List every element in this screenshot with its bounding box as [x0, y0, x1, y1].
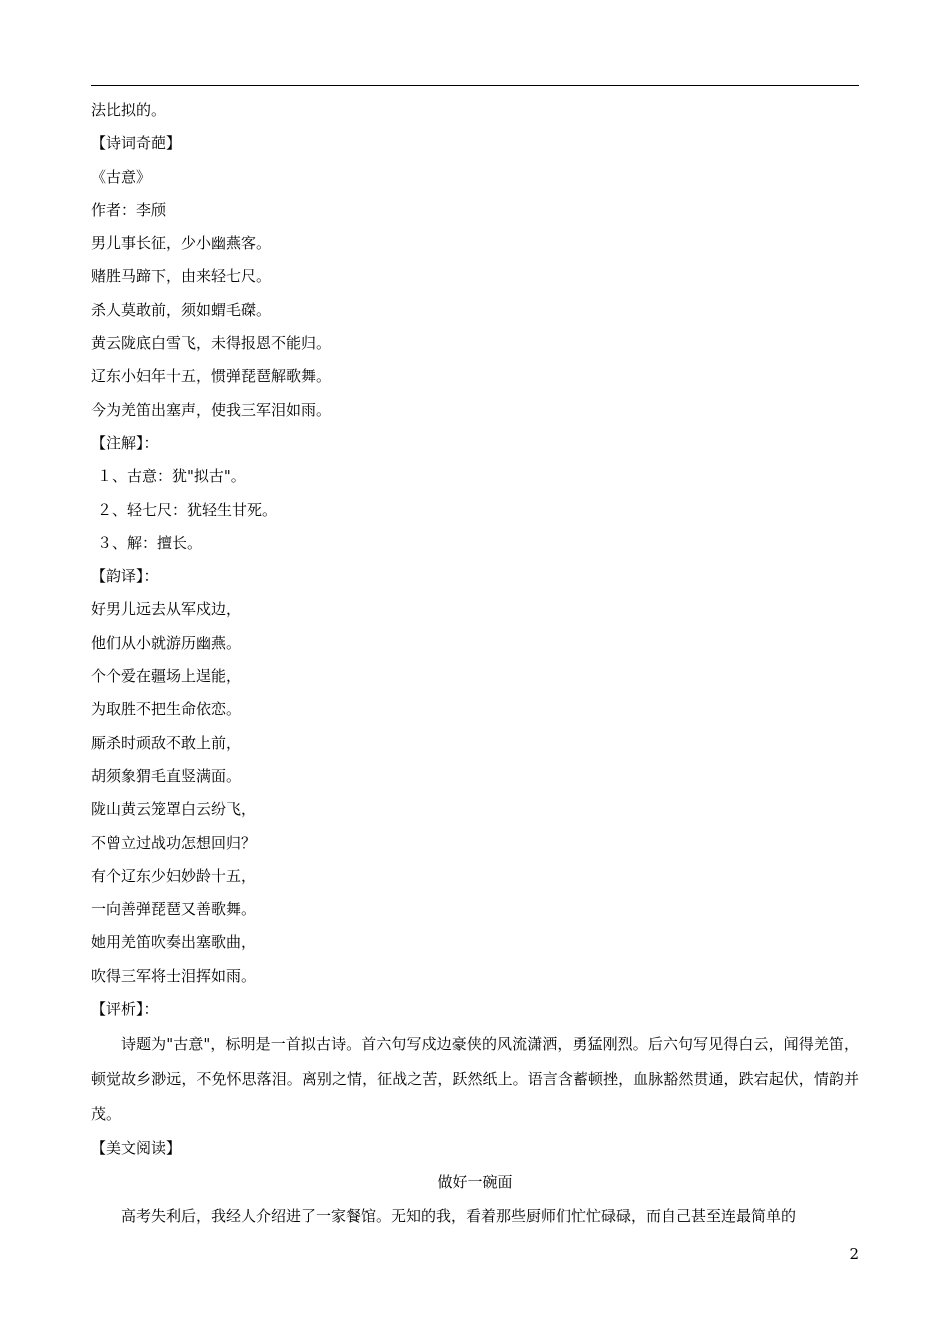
translation-line: 陇山黄云笼罩白云纷飞， [91, 800, 257, 819]
translation-line: 她用羌笛吹奏出塞歌曲， [91, 933, 257, 952]
poem-line: 男儿事长征，少小幽燕客。 [91, 234, 272, 253]
poem-title: 《古意》 [91, 167, 152, 186]
translation-line: 胡须象猬毛直竖满面。 [91, 766, 242, 785]
translation-line: 吹得三军将士泪挥如雨。 [91, 966, 257, 985]
translation-heading: 【韵译】： [91, 567, 159, 586]
translation-line: 不曾立过战功怎想回归？ [91, 833, 257, 852]
commentary-heading: 【评析】： [91, 1000, 159, 1019]
continued-text: 法比拟的。 [91, 101, 167, 119]
page-number: 2 [849, 1245, 859, 1263]
translation-line: 他们从小就游历幽燕。 [91, 633, 242, 652]
poem-line: 辽东小妇年十五，惯弹琵琶解歌舞。 [91, 367, 332, 386]
header-rule [91, 85, 859, 86]
note-item: １、古意：犹"拟古"。 [97, 467, 246, 486]
commentary-paragraph: 诗题为"古意"，标明是一首拟古诗。首六句写戍边豪侠的风流潇洒，勇猛刚烈。后六句写见得白云，闻得羌笛，顿觉故乡渺远，不免怀思落泪。离别之情，征战之苦，跃然纸上。语言含蓄顿挫，血脉豁然贯通，跌宕起伏，情韵并茂。 [91, 1035, 859, 1124]
poem-section-heading: 【诗词奇葩】 [91, 134, 182, 153]
translation-line: 好男儿远去从军戍边， [91, 600, 242, 619]
translation-line: 个个爱在疆场上逞能， [91, 667, 242, 686]
translation-line: 厮杀时顽敌不敢上前， [91, 733, 242, 752]
poem-author: 作者：李颀 [91, 200, 167, 219]
document-body [91, 94, 859, 1234]
poem-line: 杀人莫敢前，须如蝟毛磔。 [91, 300, 272, 319]
translation-line: 一向善弹琵琶又善歌舞。 [91, 900, 257, 919]
poem-line: 赌胜马蹄下，由来轻七尺。 [91, 267, 272, 286]
article-title: 做好一碗面 [437, 1172, 513, 1191]
poem-line: 今为羌笛出塞声，使我三军泪如雨。 [91, 400, 332, 419]
note-item: ３、解：擅长。 [97, 533, 203, 552]
translation-line: 为取胜不把生命依恋。 [91, 700, 242, 719]
notes-heading: 【注解】： [91, 433, 159, 452]
article-paragraph: 高考失利后，我经人介绍进了一家餐馆。无知的我，看着那些厨师们忙忙碌碌，而自己甚至连最简单的 [121, 1206, 797, 1225]
translation-line: 有个辽东少妇妙龄十五， [91, 866, 257, 885]
poem-line: 黄云陇底白雪飞，未得报恩不能归。 [91, 334, 332, 353]
reading-heading: 【美文阅读】 [91, 1139, 182, 1158]
note-item: ２、轻七尺：犹轻生甘死。 [97, 500, 278, 519]
